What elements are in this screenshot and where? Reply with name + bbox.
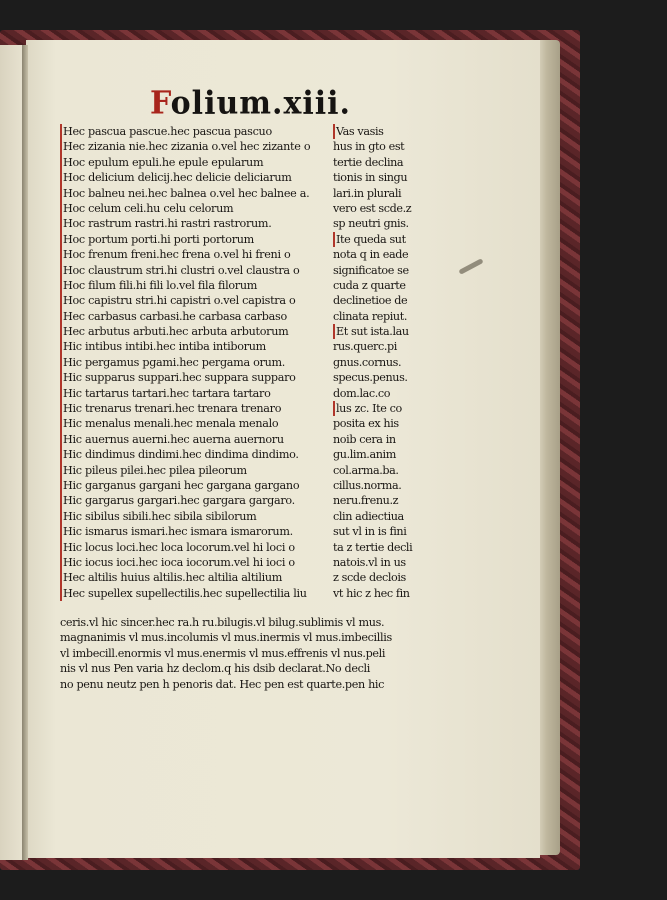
text-line: Hic locus loci.hec loca locorum.vel hi loci o [60,540,330,555]
text-line: Hic auernus auerni.hec auerna auernoru [60,432,330,447]
text-line: Hic tartarus tartari.hec tartara tartaro [60,386,330,401]
text-line: sp neutri gnis. [333,217,409,231]
binding-gutter [22,45,28,860]
text-line: Hic ismarus ismari.hec ismara ismarorum. [60,524,330,539]
folio-heading: Folium.xiii. [150,85,351,122]
text-line: Et sut ista.lau [333,324,428,339]
text-line: Hec pascua pascue.hec pascua pascuo [60,124,330,139]
text-line: Hec supellex supellectilis.hec supellectilia liu [60,586,330,601]
full-width-text [60,615,430,692]
text-line: sut vl in is fini [333,525,407,539]
text-line: Vas vasis [333,124,428,139]
text-line: gnus.cornus. [333,355,402,369]
text-line: vl imbecill.enormis vl mus.enermis vl mus.effrenis vl nus.peli [60,646,386,660]
text-line: Hec altilis huius altilis.hec altilia altilium [60,570,330,585]
text-line: lus zc. Ite co [333,401,428,416]
text-line: Hec arbutus arbuti.hec arbuta arbutorum [60,324,330,339]
text-line: Hic supparus suppari.hec suppara supparo [60,370,330,385]
text-line: Hec carbasus carbasi.he carbasa carbaso [60,309,330,324]
text-line: Hoc portum porti.hi porti portorum [60,232,330,247]
text-line: vero est scde.z [333,201,412,215]
text-line: significatoe se [333,263,409,277]
text-line: ceris.vl hic sincer.hec ra.h ru.bilugis.vl bilug.sublimis vl mus. [60,616,385,629]
text-line: lari.in plurali [333,186,402,200]
text-line: tertie declina [333,155,404,169]
text-line: posita ex his [333,417,399,431]
text-line: Hic gargarus gargari.hec gargara gargaro. [60,493,330,508]
text-line: nis vl nus Pen varia hz declom.q his dsib declarat.No decli [60,662,370,676]
text-line: cuda z quarte [333,278,406,292]
main-text-column [60,124,330,601]
text-line: dom.lac.co [333,386,391,400]
text-line: col.arma.ba. [333,463,399,477]
text-line: natois.vl in us [333,555,406,569]
text-line: clinata repiut. [333,309,407,323]
text-line: specus.penus. [333,371,408,385]
text-line: nota q in eade [333,248,409,262]
text-line: neru.frenu.z [333,494,399,508]
text-line: Hic dindimus dindimi.hec dindima dindimo. [60,447,330,462]
text-line: gu.lim.anim [333,448,396,462]
text-line: Hic sibilus sibili.hec sibila sibilorum [60,509,330,524]
text-line: hus in gto est [333,140,405,154]
text-line: cillus.norma. [333,478,402,492]
text-line: Hic intibus intibi.hec intiba intiborum [60,339,330,354]
text-line: Hic iocus ioci.hec ioca iocorum.vel hi ioci o [60,555,330,570]
text-line: tionis in singu [333,171,408,185]
text-line: Hoc frenum freni.hec frena o.vel hi freni o [60,247,330,262]
text-line: Hoc claustrum stri.hi clustri o.vel claustra o [60,263,330,278]
text-line: vt hic z hec fin [333,586,410,600]
text-line: no penu neutz pen h penoris dat. Hec pen est quarte.pen hic [60,677,385,691]
side-text-column [333,124,428,601]
text-line: Hoc celum celi.hu celu celorum [60,201,330,216]
text-line: Hoc capistru stri.hi capistri o.vel capistra o [60,293,330,308]
text-line: Hoc epulum epuli.he epule epularum [60,155,330,170]
text-line: ta z tertie decli [333,540,413,554]
text-line: magnanimis vl mus.incolumis vl mus.inermis vl mus.imbecillis [60,631,392,645]
text-line: Hec zizania nie.hec zizania o.vel hec zizante o [60,139,330,154]
text-line: Hic trenarus trenari.hec trenara trenaro [60,401,330,416]
text-line: Hic menalus menali.hec menala menalo [60,416,330,431]
text-line: Hoc balneu nei.hec balnea o.vel hec balnee a. [60,186,330,201]
text-line: Hic pergamus pgami.hec pergama orum. [60,355,330,370]
text-line: declinetioe de [333,294,408,308]
text-line: noib cera in [333,432,396,446]
text-line: rus.querc.pi [333,340,397,354]
text-line: Ite queda sut [333,232,428,247]
page-block-edge [538,40,560,855]
text-line: Hic garganus gargani hec gargana gargano [60,478,330,493]
text-line: clin adiectiua [333,509,404,523]
text-line: Hoc rastrum rastri.hi rastri rastrorum. [60,216,330,231]
text-line: Hoc filum fili.hi fili lo.vel fila filorum [60,278,330,293]
text-line: z scde declois [333,571,406,585]
text-line: Hic pileus pilei.hec pilea pileorum [60,463,330,478]
text-line: Hoc delicium delicij.hec delicie deliciarum [60,170,330,185]
